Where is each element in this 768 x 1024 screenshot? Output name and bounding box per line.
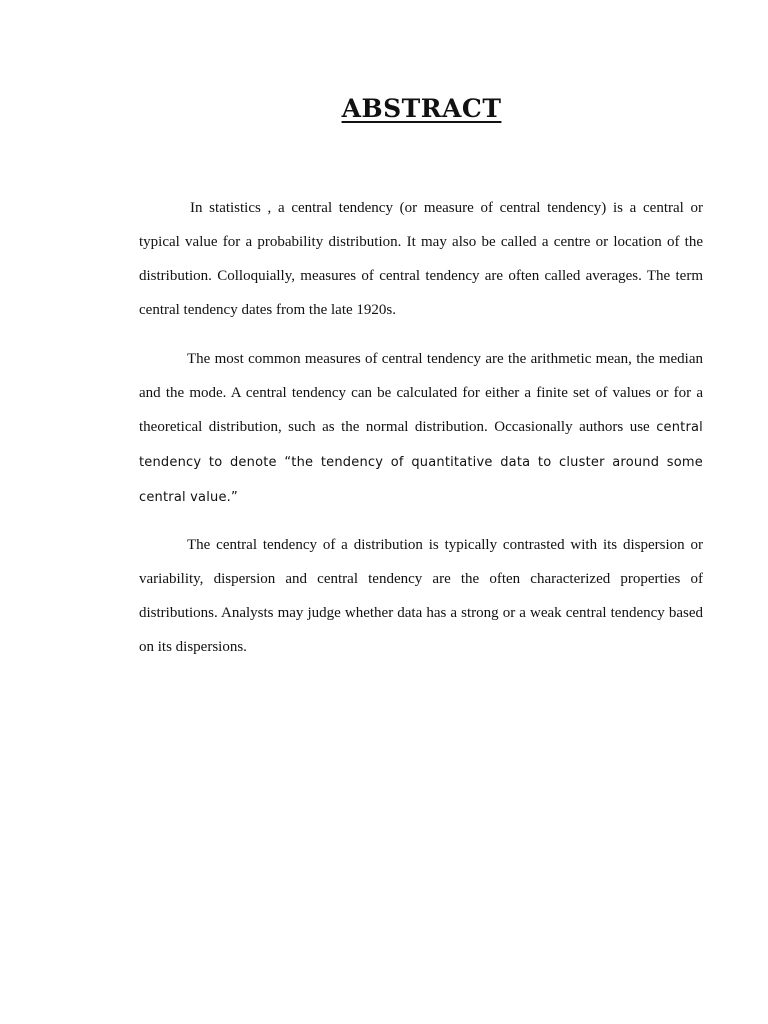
paragraph-2 xyxy=(139,342,703,515)
paragraph-3 xyxy=(139,528,703,664)
paragraph-1-text: In statistics , a central tendency (or measure of central tendency) is a central or typical value for a probability distribution. It may also be called a centre or location of the distribution. Colloquially, measures of central tendency are often called averages. The term central tendency dates from the late 1920s. xyxy=(139,200,703,318)
paragraph-3-text: The central tendency of a distribution is typically contrasted with its dispersion or variability, dispersion and central tendency are the often characterized properties of distributions. Analysts may judge whether data has a strong or a weak central tendency based on its dispersions. xyxy=(139,537,703,655)
abstract-title-text: ABSTRACT xyxy=(341,94,502,123)
abstract-title xyxy=(0,94,768,123)
paragraph-2-sans-text: central tendency to denote “the tendency of quantitative data to cluster around some central value.” xyxy=(139,420,703,505)
paragraph-1 xyxy=(139,191,703,327)
paragraph-2-serif-text: The most common measures of central tendency are the arithmetic mean, the median and the mode. A central tendency can be calculated for either a finite set of values or for a theoretical distribution, such as the normal distribution. Occasionally authors use xyxy=(139,351,703,435)
